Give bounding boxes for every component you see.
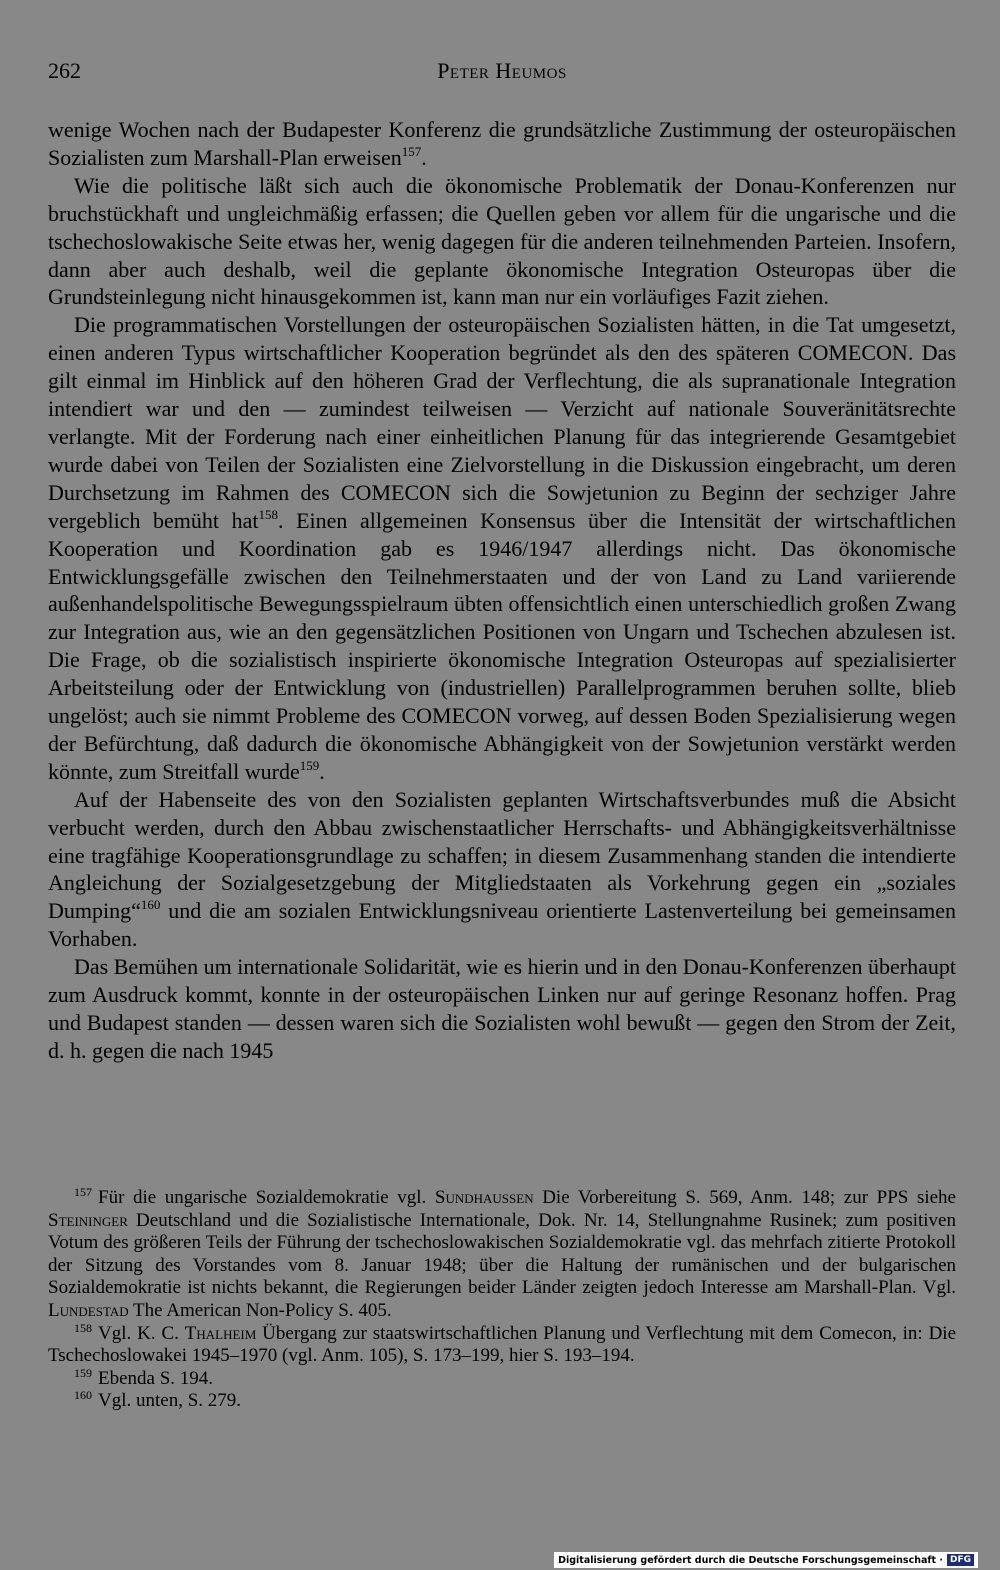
author-name: Lundestad [48,1299,129,1321]
footnote-reference: 158 [258,506,278,522]
text-run: Übergang zur staatswirtschaftlichen Planung und Verflechtung mit dem Comecon, in: Die Tschechoslowakei 1945–1970 (vgl. Anm. 105), S. 173–199, hier S. 193–194. [48,1322,956,1367]
footnote-number: 158 [74,1320,92,1335]
footer-text: Digitalisierung gefördert durch die Deutsche Forschungsgemeinschaft · [558,1554,943,1566]
text-run: Auf der Habenseite des von den Sozialisten geplanten Wirtschaftsverbundes muß die Absicht verbucht werden, durch den Abbau zwischenstaatlicher Herrschafts- und Abhängigkeitsverhältnisse eine tragfähige Kooperationsgrundlage zu schaffen; in diesem Zusammenhang standen die intendierte Angleichung der Sozialgesetzgebung der Mitgliedstaaten als Vorkehrung gegen ein „soziales Dumping“ [48,786,956,924]
paragraph [48,311,956,785]
text-run: Wie die politische läßt sich auch die ökonomische Problematik der Donau-Konferenzen nur bruchstückhaft und ungleichmäßig erfassen; die Quellen geben vor allem für die ungarische und die tschechoslowakische Seite etwas her, wenig dagegen für die anderen teilnehmenden Parteien. Insofern, dann aber auch deshalb, weil die geplante ökonomische Integration Osteuropas über die Grundsteinlegung nicht hinausgekommen ist, kann man nur ein vorläufiges Fazit ziehen. [48,172,956,310]
text-run: Ebenda S. 194. [98,1367,214,1389]
page-header [48,58,956,88]
author-name: Steininger [48,1209,128,1231]
text-run: Vgl. K. C. [98,1322,185,1344]
footnote-reference: 160 [140,897,161,913]
text-run: Vgl. unten, S. 279. [98,1390,242,1412]
paragraph [48,116,956,172]
text-run: Deutschland und die Sozialistische Internationale, Dok. Nr. 14, Stellungnahme Rusinek; zum positiven Votum des größeren Teils der Führung der tschechoslowakischen Sozialdemokratie vgl. das mehrfach zitierte Protokoll der Sitzung des Vorstandes vom 8. Januar 1948; über die Haltung der rumänischen und der bulgarischen Sozialdemokratie ist nichts bekannt, die Regierungen beider Länder zeigten jedoch Interesse am Marshall-Plan. Vgl. [48,1209,956,1299]
text-run: Die Vorbereitung S. 569, Anm. 148; zur PPS siehe [533,1187,956,1208]
dfg-logo: DFG [947,1554,974,1566]
text-run: und die am sozialen Entwicklungsniveau orientierte Lastenverteilung bei gemeinsamen Vorhaben. [48,898,956,952]
text-run: wenige Wochen nach der Budapester Konferenz die grundsätzliche Zustimmung der osteuropäischen Sozialisten zum Marshall-Plan erweisen [48,117,956,170]
digitization-footer [554,1552,978,1568]
text-run: Das Bemühen um internationale Solidarität, wie es hierin und in den Donau-Konferenzen überhaupt zum Ausdruck kommt, konnte in der osteuropäischen Linken nur auf geringe Resonanz hoffen. Prag und Budapest standen — dessen waren sich die Sozialisten wohl bewußt — gegen den Strom der Zeit, d. h. gegen die nach 1945 [48,954,956,1063]
text-run: . [421,144,427,170]
text-run: Die programmatischen Vorstellungen der osteuropäischen Sozialisten hätten, in die Tat umgesetzt, einen anderen Typus wirtschaftlicher Kooperation begründet als den des späteren COMECON. Das gilt einmal im Hinblick auf den höheren Grad der Verflechtung, die als supranationale Integration intendiert war und den — zumindest teilweisen — Verzicht auf nationale Souveränitätsrechte verlangte. Mit der Forderung nach einer einheitlichen Planung für das integrierende Gesamtgebiet wurde dabei von Teilen der Sozialisten eine Zielvorstellung in die Diskussion eingebracht, um deren Durchsetzung im Rahmen des COMECON sich die Sowjetunion zu Beginn der sechziger Jahre vergeblich bemüht hat [48,312,956,533]
footnote-number: 160 [74,1388,92,1403]
page-number: 262 [48,58,81,83]
author-name: Sundhaussen [434,1187,534,1208]
footnote-number: 159 [74,1365,92,1380]
paragraph [48,786,956,953]
footnote-number: 157 [74,1185,92,1199]
text-run: Für die ungarische Sozialdemokratie vgl. [98,1187,435,1208]
text-run: . [319,758,325,784]
footnote [48,1320,956,1368]
paragraph [48,953,956,1065]
text-run: The American Non-Policy S. 405. [128,1299,392,1321]
running-head: Peter Heumos [437,58,567,83]
paragraph [48,172,956,312]
footnotes [48,1187,956,1413]
footnote-reference: 159 [299,757,320,773]
author-name: Thalheim [184,1322,257,1344]
text-run: . Einen allgemeinen Konsensus über die Intensität der wirtschaftlichen Kooperation und Koordination gab es 1946/1947 allerdings nicht. Das ökonomische Entwicklungsgefälle zwischen den Teilnehmerstaaten und der von Land zu Land variierende außenhandelspolitische Bewegungsspielraum übten offensichtlich einen unterschiedlich großen Zwang zur Integration aus, wie an den gegensätzlichen Positionen von Ungarn und Tschechen abzulesen ist. Die Frage, ob die sozialistisch inspirierte ökonomische Integration Osteuropas auf spezialisierter Arbeitsteilung oder der Entwicklung von (industriellen) Parallelprogrammen beruhen sollte, blieb ungelöst; auch sie nimmt Probleme des COMECON vorweg, auf dessen Boden Spezialisierung wegen der Befürchtung, daß dadurch die ökonomische Abhängigkeit von der Sowjetunion verstärkt werden könnte, zum Streitfall wurde [48,507,956,784]
footnote [48,1390,956,1413]
footnote [48,1365,956,1391]
footnote [48,1187,956,1323]
body-text [48,116,956,1065]
footnote-reference: 157 [401,143,422,159]
